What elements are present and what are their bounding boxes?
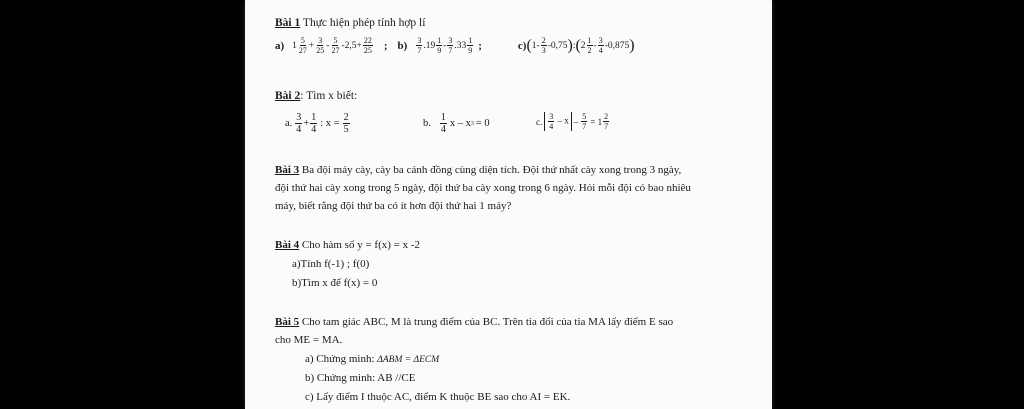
frac-num: 3 bbox=[598, 36, 603, 45]
bai2-b-label: b. bbox=[423, 117, 431, 129]
bai5-title: Bài 5 bbox=[275, 316, 300, 328]
frac-den: 7 bbox=[582, 122, 587, 131]
bai1-a-frac1 bbox=[298, 36, 308, 55]
bai4-heading bbox=[275, 237, 420, 254]
bai1-b-frac4 bbox=[467, 36, 473, 55]
bai1-c-colon: : bbox=[572, 40, 576, 51]
bai1-c-p3: 2 bbox=[580, 40, 586, 51]
frac-num: 2 bbox=[343, 112, 349, 123]
bai2-b-rest: x – x bbox=[449, 117, 471, 129]
bai1-b-frac1 bbox=[416, 36, 422, 55]
frac-den: 7 bbox=[417, 46, 422, 55]
bai2-text: : Tìm x biết: bbox=[300, 90, 358, 102]
bai3-line1-text: Ba đội máy cày, cày ba cánh đồng cùng diện tích. Đội thứ nhất cày xong trong 3 ngày, bbox=[299, 164, 682, 176]
bai1-c-frac1 bbox=[541, 36, 547, 55]
bai1-a-label: a) bbox=[275, 39, 285, 52]
bai1-sep2: ; bbox=[478, 39, 482, 52]
bai2-a-mid: : x = bbox=[320, 117, 340, 129]
bai4-text: Cho hàm số y = f(x) = x -2 bbox=[299, 239, 421, 251]
bai3-title: Bài 3 bbox=[275, 164, 300, 176]
bai2-c-op: – bbox=[573, 116, 579, 127]
bai1-c-p1: 1- bbox=[531, 40, 540, 51]
frac-num: 2 bbox=[541, 36, 546, 45]
frac-num: 5 bbox=[333, 36, 338, 45]
frac-num: 1 bbox=[440, 112, 446, 123]
bai2-a-op: + bbox=[303, 117, 310, 129]
bai5-a-text: a) Chứng minh: bbox=[305, 353, 378, 365]
bai1-b-frac2 bbox=[436, 36, 442, 55]
bai1-b-label: b) bbox=[397, 39, 408, 52]
frac-den: 2 bbox=[587, 46, 592, 55]
bai2-c-frac3 bbox=[603, 112, 609, 131]
bai1-a-frac2 bbox=[315, 36, 325, 55]
bai5-line2: cho ME = MA. bbox=[275, 334, 343, 346]
paren-open: ( bbox=[575, 36, 581, 54]
bai1-heading bbox=[275, 16, 425, 30]
bai1-a-frac3 bbox=[330, 36, 340, 55]
worksheet-page bbox=[245, 0, 772, 409]
bai1-b-m1: .19 bbox=[423, 40, 436, 51]
bai1-b-m3: .33 bbox=[454, 40, 467, 51]
bai1-a-op2: - bbox=[326, 40, 330, 51]
frac-num: 5 bbox=[300, 36, 305, 45]
bai1-b-m2: - bbox=[443, 40, 447, 51]
paren-close: ) bbox=[629, 36, 635, 54]
frac-num: 1 bbox=[311, 112, 317, 123]
bai2-b bbox=[423, 112, 490, 135]
bai5-c: c) Lấy điểm I thuộc AC, điểm K thuộc BE sao cho AI = EK. bbox=[305, 391, 571, 403]
frac-den: 27 bbox=[298, 46, 307, 55]
bai1-a-mid: -2,5+ bbox=[341, 40, 362, 51]
frac-den: 5 bbox=[343, 124, 349, 135]
frac-num: 3 bbox=[417, 36, 422, 45]
bai2-a-label: a. bbox=[285, 117, 293, 129]
frac-den: 27 bbox=[331, 46, 340, 55]
frac-den: 9 bbox=[468, 46, 473, 55]
frac-num: 3 bbox=[549, 112, 554, 121]
paren-close: ) bbox=[567, 36, 573, 54]
frac-num: 3 bbox=[296, 112, 302, 123]
frac-den: 7 bbox=[604, 122, 609, 131]
frac-den: 4 bbox=[440, 124, 446, 135]
bai2-heading bbox=[275, 89, 357, 103]
bai2-c-frac2 bbox=[581, 112, 587, 131]
frac-den: 4 bbox=[598, 46, 603, 55]
bai1-row bbox=[275, 36, 635, 55]
bai5-a bbox=[305, 351, 439, 369]
bai2-c-label: c. bbox=[536, 116, 543, 127]
bai2-b-frac1 bbox=[440, 112, 447, 135]
bai2-a bbox=[285, 112, 351, 135]
bai5-a-math: ΔABM = ΔECM bbox=[377, 355, 440, 365]
bai2-a-frac3 bbox=[343, 112, 350, 135]
frac-den: 4 bbox=[549, 122, 554, 131]
bai1-sep1: ; bbox=[383, 39, 388, 52]
bai2-c-in: – x bbox=[557, 115, 569, 126]
paren-open: ( bbox=[526, 36, 532, 54]
bai1-title: Bài 1 bbox=[275, 17, 301, 29]
bai1-c-label: c) bbox=[517, 39, 527, 52]
bai5-b: b) Chứng minh: AB //CE bbox=[305, 372, 416, 384]
frac-num: 3 bbox=[448, 36, 453, 45]
frac-num: 5 bbox=[582, 112, 587, 121]
frac-num: 1 bbox=[587, 36, 592, 45]
frac-num: 2 bbox=[604, 112, 609, 121]
bai5-line1-text: Cho tam giác ABC, M là trung điểm của BC. Trên tia đối của tia MA lấy điểm E sao bbox=[299, 316, 674, 328]
frac-den: 3 bbox=[541, 46, 546, 55]
frac-den: 4 bbox=[311, 124, 317, 135]
bai2-c-abs bbox=[544, 112, 572, 131]
bai1-c-p5: -0,875 bbox=[604, 40, 630, 51]
frac-num: 1 bbox=[437, 36, 442, 45]
bai1-a-frac4 bbox=[363, 36, 373, 55]
bai1-b-frac3 bbox=[447, 36, 453, 55]
bai1-c-p2: -0,75 bbox=[547, 40, 568, 51]
bai1-c-p4: - bbox=[593, 40, 597, 51]
bai2-c-eq: = 1 bbox=[590, 116, 603, 127]
frac-num: 3 bbox=[318, 36, 323, 45]
bai4-title: Bài 4 bbox=[275, 239, 300, 251]
bai1-a-op1: + bbox=[308, 40, 315, 51]
bai1-text: Thực hiện phép tính hợp lí bbox=[300, 17, 426, 29]
bai2-c-frac1 bbox=[548, 112, 554, 131]
bai4-b: b)Tìm x để f(x) = 0 bbox=[292, 277, 378, 289]
bai5-line1 bbox=[275, 314, 673, 331]
bai1-a-lead: 1 bbox=[292, 40, 297, 51]
bai2-a-frac2 bbox=[310, 112, 317, 135]
bai2-a-frac1 bbox=[295, 112, 302, 135]
bai3-line3: máy, biết rằng đội thứ ba có ít hơn đội thứ hai 1 máy? bbox=[275, 200, 512, 212]
bai2-b-sup: 3 bbox=[470, 120, 474, 127]
bai4-a: a)Tính f(-1) ; f(0) bbox=[292, 258, 370, 270]
frac-den: 7 bbox=[448, 46, 453, 55]
bai1-c-frac2 bbox=[587, 36, 593, 55]
frac-num: 1 bbox=[468, 36, 473, 45]
frac-num: 22 bbox=[363, 36, 372, 45]
bai3-line1 bbox=[275, 162, 681, 179]
frac-den: 9 bbox=[437, 46, 442, 55]
frac-den: 4 bbox=[296, 124, 302, 135]
frac-den: 25 bbox=[363, 46, 372, 55]
bai2-b-end: = 0 bbox=[475, 117, 490, 129]
bai2-title: Bài 2 bbox=[275, 90, 301, 102]
frac-den: 25 bbox=[316, 46, 325, 55]
bai2-c bbox=[536, 112, 610, 131]
bai3-line2: đội thứ hai cày xong trong 5 ngày, đội thứ ba cày xong trong 6 ngày. Hỏi mỗi đội có bao nhiêu bbox=[275, 182, 691, 194]
bai1-c-frac3 bbox=[598, 36, 604, 55]
